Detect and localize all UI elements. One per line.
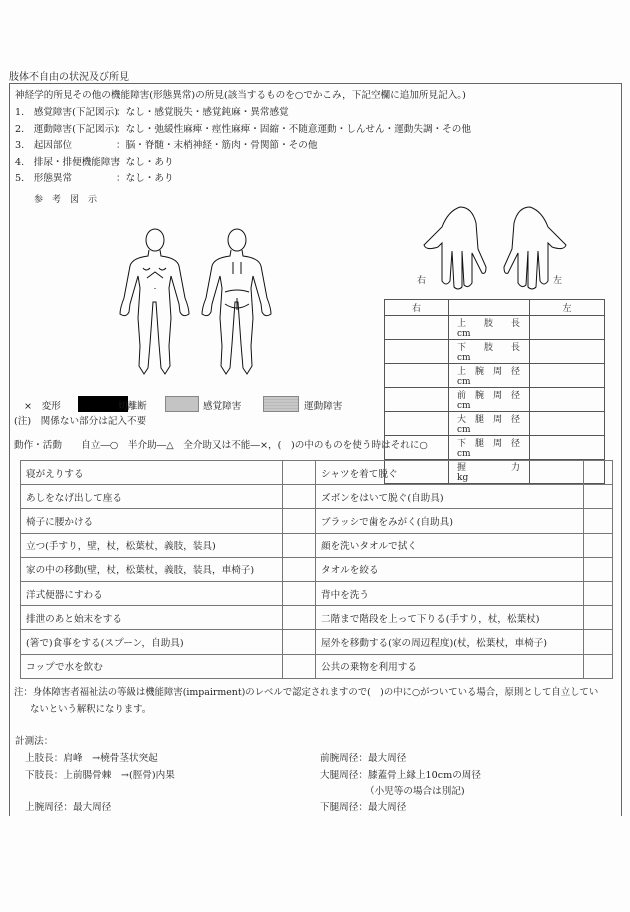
measurement-label: 下 腿 周 径cm (449, 436, 530, 460)
section-title: 肢体不自由の状況及び所見 (9, 72, 129, 83)
measurement-row (385, 388, 605, 412)
finding-options-4[interactable]: ：なし・あり (116, 157, 174, 168)
left-value-cell[interactable] (530, 316, 605, 340)
adl-item: 寝がえりする (21, 461, 283, 485)
left-value-cell[interactable] (530, 436, 605, 460)
measurement-label: 握 力kg (449, 460, 530, 484)
legend-note: (注) 関係ない部分は記入不要 (14, 416, 147, 427)
adl-item: あしをなげ出して座る (21, 485, 283, 509)
adl-item: 家の中の移動(壁，杖，松葉杖，義肢，装具，車椅子) (21, 557, 283, 581)
left-value-cell[interactable] (530, 412, 605, 436)
measurement-label: 上 肢 長cm (449, 316, 530, 340)
adl-row (21, 654, 613, 678)
adl-mark-cell[interactable] (584, 630, 613, 654)
adl-mark-cell[interactable] (283, 485, 316, 509)
adl-table (20, 460, 613, 679)
adl-item: 洋式便器にすわる (21, 581, 283, 605)
impairment-note-line1: 注：身体障害者福祉法の等級は機能障害(impairment)のレベルで認定されますので( )の中に○がついている場合，原則として自立してい (14, 687, 599, 698)
adl-mark-cell[interactable] (283, 581, 316, 605)
finding-label-2: 2. 運動障害(下記図示) (15, 124, 118, 135)
adl-item: 立つ(手すり，壁，杖，松葉杖，義肢，装具) (21, 533, 283, 557)
method-thigh: 大腿周径：膝蓋骨上縁上10cmの周径 (320, 770, 481, 781)
adl-item: 屋外を移動する(家の周辺程度)(杖，松葉杖，車椅子) (316, 630, 584, 654)
adl-mark-cell[interactable] (283, 533, 316, 557)
adl-row (21, 630, 613, 654)
legend-sensory: 感覚障害 (203, 401, 242, 412)
adl-item: 公共の乗物を利用する (316, 654, 584, 678)
method-upper-limb: 上肢長：肩峰 →橈骨茎状突起 (25, 753, 158, 764)
header-left: 左 (530, 300, 605, 316)
adl-item: ブラッシで歯をみがく(自助具) (316, 509, 584, 533)
adl-item: コップで水を飲む (21, 654, 283, 678)
adl-mark-cell[interactable] (584, 581, 613, 605)
adl-item: ズボンをはいて脱ぐ(自助具) (316, 485, 584, 509)
adl-mark-cell[interactable] (283, 630, 316, 654)
method-title: 計測法： (15, 736, 54, 747)
hands-figure-icon (420, 203, 570, 293)
adl-row (21, 533, 613, 557)
measurement-label: 下 肢 長cm (449, 340, 530, 364)
legend-sensory-swatch (165, 396, 199, 412)
method-forearm: 前腕周径：最大周径 (320, 753, 407, 764)
method-lower-leg: 下腿周径：最大周径 (320, 802, 407, 813)
adl-mark-cell[interactable] (283, 557, 316, 581)
adl-row (21, 557, 613, 581)
measurement-row (385, 412, 605, 436)
adl-instructions: 動作・活動 自立―○ 半介助―△ 全介助又は不能―×，( )の中のものを使う時はそれに○ (14, 440, 428, 451)
impairment-note-line2: ないという解釈になります。 (30, 704, 152, 715)
adl-row (21, 485, 613, 509)
adl-item: 顔を洗いタオルで拭く (316, 533, 584, 557)
finding-label-4: 4. 排尿・排便機能障害 (15, 157, 121, 168)
finding-options-3[interactable]: ：脳・脊髄・末梢神経・筋肉・骨関節・その他 (116, 140, 318, 151)
right-value-cell[interactable] (385, 340, 449, 364)
method-upper-arm: 上腕周径：最大周径 (25, 802, 112, 813)
adl-mark-cell[interactable] (584, 461, 613, 485)
legend-motor-swatch (263, 396, 299, 412)
adl-mark-cell[interactable] (584, 606, 613, 630)
legend-amputation: 切離断 (118, 401, 147, 412)
adl-row (21, 581, 613, 605)
body-figure-icon (118, 226, 278, 376)
finding-label-5: 5. 形態異常 (15, 173, 73, 184)
left-value-cell[interactable] (530, 388, 605, 412)
method-thigh-note: （小児等の場合は別記) (365, 786, 465, 797)
adl-item: 二階まで階段を上って下りる(手すり，杖，松葉杖) (316, 606, 584, 630)
legend-deformity: × 変形 (24, 401, 61, 412)
finding-options-5[interactable]: ：なし・あり (116, 173, 174, 184)
measurement-label: 上 腕 周 径cm (449, 364, 530, 388)
right-value-cell[interactable] (385, 316, 449, 340)
hand-right-icon (424, 207, 486, 289)
adl-mark-cell[interactable] (283, 461, 316, 485)
adl-item: シャツを着て脱ぐ (316, 461, 584, 485)
measurement-row (385, 340, 605, 364)
adl-item: 背中を洗う (316, 581, 584, 605)
finding-options-1[interactable]: ：なし・感覚脱失・感覚鈍麻・異常感覚 (116, 107, 289, 118)
findings-intro: 神経学的所見その他の機能障害(形態異常)の所見(該当するものを○でかこみ，下記空欄に追加所見記入。) (15, 90, 466, 101)
finding-label-3: 3. 起因部位 (15, 140, 73, 151)
adl-item: 椅子に腰かける (21, 509, 283, 533)
adl-mark-cell[interactable] (584, 509, 613, 533)
reference-figure-label: 参 考 図 示 (34, 195, 98, 205)
adl-row (21, 461, 613, 485)
measurement-label: 前 腕 周 径cm (449, 388, 530, 412)
right-value-cell[interactable] (385, 364, 449, 388)
left-value-cell[interactable] (530, 364, 605, 388)
adl-mark-cell[interactable] (584, 485, 613, 509)
adl-mark-cell[interactable] (584, 533, 613, 557)
measurement-row (385, 364, 605, 388)
legend-motor: 運動障害 (304, 401, 343, 412)
measurement-table (384, 299, 605, 484)
body-front-icon (120, 229, 189, 374)
adl-row (21, 606, 613, 630)
adl-item: (箸で)食事をする(スプーン，自助具) (21, 630, 283, 654)
adl-mark-cell[interactable] (283, 509, 316, 533)
adl-mark-cell[interactable] (584, 557, 613, 581)
method-lower-limb: 下肢長：上前腸骨棘 →(脛骨)内果 (25, 770, 175, 781)
adl-mark-cell[interactable] (584, 654, 613, 678)
hand-right-label: 右 (417, 276, 427, 286)
adl-item: タオルを絞る (316, 557, 584, 581)
header-blank (449, 300, 530, 316)
adl-mark-cell[interactable] (283, 606, 316, 630)
adl-row (21, 509, 613, 533)
hand-left-label: 左 (553, 276, 563, 286)
adl-item: 排泄のあと始末をする (21, 606, 283, 630)
adl-mark-cell[interactable] (283, 654, 316, 678)
finding-options-2[interactable]: ：なし・弛緩性麻痺・痙性麻痺・固縮・不随意運動・しんせん・運動失調・その他 (116, 124, 471, 135)
right-value-cell[interactable] (385, 412, 449, 436)
measurement-header-row (385, 300, 605, 316)
right-value-cell[interactable] (385, 388, 449, 412)
body-back-icon (202, 229, 271, 374)
measurement-row (385, 316, 605, 340)
left-value-cell[interactable] (530, 340, 605, 364)
header-right: 右 (385, 300, 449, 316)
measurement-label: 大 腿 周 径cm (449, 412, 530, 436)
finding-label-1: 1. 感覚障害(下記図示) (15, 107, 118, 118)
